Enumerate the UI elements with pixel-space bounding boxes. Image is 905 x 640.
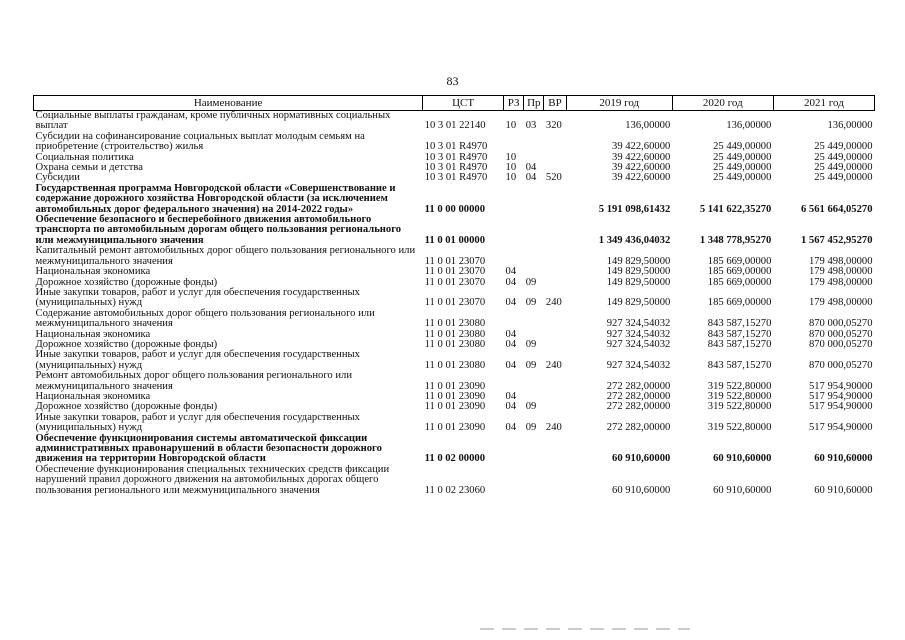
table-row xyxy=(34,246,875,267)
row-name: Ремонт автомобильных дорог общего пользования регионального или межмуниципального значения xyxy=(35,370,352,392)
row-2021: 6 561 664,05270 xyxy=(800,203,873,215)
header-2021: 2021 год xyxy=(773,96,874,111)
row-2020: 319 522,80000 xyxy=(707,401,772,413)
row-2019: 149 829,50000 xyxy=(606,266,671,278)
row-pr: 09 xyxy=(525,276,537,288)
row-pr xyxy=(524,371,544,392)
table-row xyxy=(34,413,875,434)
row-2020: 185 669,00000 xyxy=(707,266,772,278)
header-2019: 2019 год xyxy=(566,96,672,111)
row-cst: 11 0 01 23080 xyxy=(424,359,486,371)
row-2021: 870 000,05270 xyxy=(808,318,873,330)
row-2019: 39 422,60000 xyxy=(612,151,671,163)
row-vr: 240 xyxy=(545,359,562,371)
row-2021: 179 498,00000 xyxy=(808,297,873,309)
row-cst: 10 3 01 R4970 xyxy=(424,172,488,184)
row-rz: 04 xyxy=(505,297,517,309)
page-number: 83 xyxy=(446,74,459,88)
row-vr: 320 xyxy=(545,120,562,132)
row-2019: 60 910,60000 xyxy=(612,484,671,496)
row-2020: 5 141 622,35270 xyxy=(699,203,772,215)
row-2019: 149 829,50000 xyxy=(606,276,671,288)
row-pr xyxy=(524,184,544,215)
row-2021: 179 498,00000 xyxy=(808,276,873,288)
row-pr xyxy=(524,215,544,246)
row-2019: 39 422,60000 xyxy=(612,141,671,153)
row-name: Дорожное хозяйство (дорожные фонды) xyxy=(35,338,218,350)
row-vr xyxy=(544,434,566,465)
faint-footer-marks xyxy=(480,628,690,630)
row-cst: 11 0 01 23070 xyxy=(424,297,486,309)
row-cst: 11 0 01 23090 xyxy=(424,390,486,402)
row-2019: 927 324,54032 xyxy=(606,338,671,350)
row-vr xyxy=(544,153,566,163)
header-cst: ЦСТ xyxy=(423,96,504,111)
row-name: Содержание автомобильных дорог общего пользования регионального или межмуниципального значения xyxy=(35,307,375,330)
row-2020: 185 669,00000 xyxy=(707,297,772,309)
row-cst: 11 0 01 23090 xyxy=(424,380,486,392)
header-vr: ВР xyxy=(544,96,566,111)
row-name: Обеспечение функционирования специальных технических средств фиксации нарушений правил дорожного движения на автомобильных дорогах общего пользования регионального или межмуниципального значения xyxy=(35,463,390,496)
row-vr xyxy=(544,267,566,277)
table-row xyxy=(34,215,875,246)
row-vr xyxy=(544,215,566,246)
row-2019: 272 282,00000 xyxy=(606,422,671,434)
row-cst: 11 0 01 00000 xyxy=(424,234,485,246)
header-2020: 2020 год xyxy=(672,96,773,111)
row-cst: 10 3 01 R4970 xyxy=(424,151,488,163)
row-2021: 60 910,60000 xyxy=(814,453,873,465)
table-row xyxy=(34,434,875,465)
row-2020: 60 910,60000 xyxy=(713,484,772,496)
row-name: Субсидии на софинансирование социальных выплат молодым семьям на приобретение (строительство) жилья xyxy=(35,130,365,153)
row-2020: 185 669,00000 xyxy=(707,255,772,267)
table-body xyxy=(34,111,875,497)
row-rz: 04 xyxy=(505,266,517,278)
table-row xyxy=(34,184,875,215)
row-name: Обеспечение функционирования системы автоматической фиксации административных правонарушений в области безопасности дорожного движения на территории Новгородской области xyxy=(35,432,382,465)
row-vr xyxy=(544,392,566,402)
row-2020: 25 449,00000 xyxy=(713,162,772,174)
row-name: Охрана семьи и детства xyxy=(35,162,143,174)
row-vr xyxy=(544,371,566,392)
row-2021: 870 000,05270 xyxy=(808,359,873,371)
row-2019: 149 829,50000 xyxy=(606,255,671,267)
row-rz xyxy=(504,309,524,330)
row-rz xyxy=(504,465,524,496)
row-2021: 25 449,00000 xyxy=(814,141,873,153)
row-name: Дорожное хозяйство (дорожные фонды) xyxy=(35,276,218,288)
row-vr xyxy=(544,309,566,330)
row-cst: 11 0 01 23090 xyxy=(424,401,486,413)
row-name: Иные закупки товаров, работ и услуг для обеспечения государственных (муниципальных) нужд xyxy=(35,411,360,434)
row-pr: 09 xyxy=(525,422,537,434)
row-2021: 179 498,00000 xyxy=(808,255,873,267)
row-pr xyxy=(524,434,544,465)
row-cst: 10 3 01 R4970 xyxy=(424,141,488,153)
row-pr: 04 xyxy=(525,162,537,174)
row-name: Национальная экономика xyxy=(35,266,151,278)
row-rz: 04 xyxy=(505,422,517,434)
row-cst: 11 0 01 23070 xyxy=(424,266,486,278)
row-cst: 11 0 02 00000 xyxy=(424,453,485,465)
row-2021: 136,00000 xyxy=(827,120,873,132)
row-rz: 04 xyxy=(505,276,517,288)
row-name: Субсидии xyxy=(35,172,80,184)
row-2020: 319 522,80000 xyxy=(707,422,772,434)
row-rz xyxy=(504,184,524,215)
row-cst: 11 0 01 23080 xyxy=(424,338,486,350)
table-row xyxy=(34,350,875,371)
row-vr xyxy=(544,132,566,153)
row-2021: 870 000,05270 xyxy=(808,328,873,340)
row-vr xyxy=(544,246,566,267)
row-vr xyxy=(544,278,566,288)
row-vr: 240 xyxy=(545,422,562,434)
row-cst: 11 0 01 23070 xyxy=(424,255,486,267)
row-rz: 10 xyxy=(505,172,517,184)
row-cst: 11 0 01 23090 xyxy=(424,422,486,434)
row-pr: 09 xyxy=(525,401,537,413)
row-cst: 10 3 01 R4970 xyxy=(424,162,488,174)
row-2020: 843 587,15270 xyxy=(707,338,772,350)
row-name: Обеспечение безопасного и бесперебойного движения автомобильного транспорта по автомобильным дорогам общего пользования регионального или межмуниципального значения xyxy=(35,214,402,246)
row-cst: 11 0 02 23060 xyxy=(424,484,486,496)
row-2019: 5 191 098,61432 xyxy=(598,203,671,215)
row-2020: 136,00000 xyxy=(726,120,772,132)
row-pr xyxy=(524,132,544,153)
table-header-row xyxy=(34,96,875,111)
row-2021: 179 498,00000 xyxy=(808,266,873,278)
row-cst: 11 0 01 23070 xyxy=(424,276,486,288)
row-cst: 11 0 01 23080 xyxy=(424,328,486,340)
row-2021: 25 449,00000 xyxy=(814,151,873,163)
row-pr: 09 xyxy=(525,338,537,350)
row-2020: 319 522,80000 xyxy=(707,380,772,392)
row-vr xyxy=(544,465,566,496)
row-2019: 927 324,54032 xyxy=(606,328,671,340)
row-vr xyxy=(544,340,566,350)
row-name: Национальная экономика xyxy=(35,390,151,402)
table-row xyxy=(34,371,875,392)
row-pr xyxy=(524,309,544,330)
row-cst: 10 3 01 22140 xyxy=(424,120,486,132)
row-2020: 1 348 778,95270 xyxy=(699,234,772,246)
row-2020: 185 669,00000 xyxy=(707,276,772,288)
row-2019: 272 282,00000 xyxy=(606,380,671,392)
row-2021: 25 449,00000 xyxy=(814,162,873,174)
row-2020: 843 587,15270 xyxy=(707,328,772,340)
row-name: Иные закупки товаров, работ и услуг для обеспечения государственных (муниципальных) нужд xyxy=(35,349,360,371)
row-2019: 1 349 436,04032 xyxy=(598,234,671,246)
row-2021: 517 954,90000 xyxy=(808,401,873,413)
row-vr xyxy=(544,402,566,412)
table-row xyxy=(34,465,875,496)
row-name: Национальная экономика xyxy=(35,328,151,340)
header-rz: РЗ xyxy=(504,96,524,111)
row-2019: 927 324,54032 xyxy=(606,318,671,330)
row-pr xyxy=(524,465,544,496)
row-name: Капитальный ремонт автомобильных дорог общего пользования регионального или межмуниципального значения xyxy=(35,245,416,267)
table-row xyxy=(34,132,875,153)
row-2019: 60 910,60000 xyxy=(612,453,671,465)
table-row xyxy=(34,267,875,277)
row-rz xyxy=(504,246,524,267)
row-vr xyxy=(544,330,566,340)
row-pr xyxy=(524,246,544,267)
header-pr: Пр xyxy=(524,96,544,111)
row-2021: 517 954,90000 xyxy=(808,390,873,402)
row-name: Социальная политика xyxy=(35,151,134,163)
row-vr xyxy=(544,184,566,215)
row-rz: 04 xyxy=(505,401,517,413)
row-2020: 25 449,00000 xyxy=(713,172,772,184)
table-row xyxy=(34,309,875,330)
row-rz xyxy=(504,215,524,246)
row-vr: 240 xyxy=(545,297,562,309)
budget-table xyxy=(33,95,875,496)
row-2019: 39 422,60000 xyxy=(612,172,671,184)
row-2021: 517 954,90000 xyxy=(808,422,873,434)
row-name: Иные закупки товаров, работ и услуг для обеспечения государственных (муниципальных) нужд xyxy=(35,286,360,309)
row-rz: 10 xyxy=(505,120,517,132)
row-name: Дорожное хозяйство (дорожные фонды) xyxy=(35,401,218,413)
row-2021: 25 449,00000 xyxy=(814,172,873,184)
row-rz: 10 xyxy=(505,151,517,163)
row-2021: 870 000,05270 xyxy=(808,338,873,350)
row-2020: 843 587,15270 xyxy=(707,318,772,330)
row-2019: 136,00000 xyxy=(625,120,671,132)
row-rz: 04 xyxy=(505,338,517,350)
row-cst: 11 0 01 23080 xyxy=(424,318,486,330)
row-2019: 927 324,54032 xyxy=(606,359,671,371)
row-name: Социальные выплаты гражданам, кроме публичных нормативных социальных выплат xyxy=(35,110,391,132)
row-name: Государственная программа Новгородской области «Совершенствование и содержание дорожного хозяйства Новгородской области (за исключением автомобильных дорог федерального значения) на 2014-2022 годы» xyxy=(35,182,396,215)
row-2020: 319 522,80000 xyxy=(707,390,772,402)
table-row xyxy=(34,288,875,309)
row-pr xyxy=(524,267,544,277)
row-2019: 39 422,60000 xyxy=(612,162,671,174)
row-rz: 04 xyxy=(505,328,517,340)
row-pr: 09 xyxy=(525,297,537,309)
row-2020: 60 910,60000 xyxy=(713,453,772,465)
row-pr: 04 xyxy=(525,172,537,184)
row-2021: 517 954,90000 xyxy=(808,380,873,392)
row-rz: 10 xyxy=(505,162,517,174)
row-pr: 09 xyxy=(525,359,537,371)
table-row xyxy=(34,111,875,132)
row-2021: 1 567 452,95270 xyxy=(800,234,873,246)
row-rz xyxy=(504,132,524,153)
row-rz: 04 xyxy=(505,390,517,402)
row-2019: 272 282,00000 xyxy=(606,401,671,413)
header-name: Наименование xyxy=(34,96,423,111)
row-vr: 520 xyxy=(545,172,562,184)
row-pr: 03 xyxy=(525,120,537,132)
row-2020: 25 449,00000 xyxy=(713,141,772,153)
row-2020: 25 449,00000 xyxy=(713,151,772,163)
row-2020: 843 587,15270 xyxy=(707,359,772,371)
row-2021: 60 910,60000 xyxy=(814,484,873,496)
row-cst: 11 0 00 00000 xyxy=(424,203,485,215)
row-2019: 272 282,00000 xyxy=(606,390,671,402)
row-rz: 04 xyxy=(505,359,517,371)
row-rz xyxy=(504,434,524,465)
row-2019: 149 829,50000 xyxy=(606,297,671,309)
row-rz xyxy=(504,371,524,392)
